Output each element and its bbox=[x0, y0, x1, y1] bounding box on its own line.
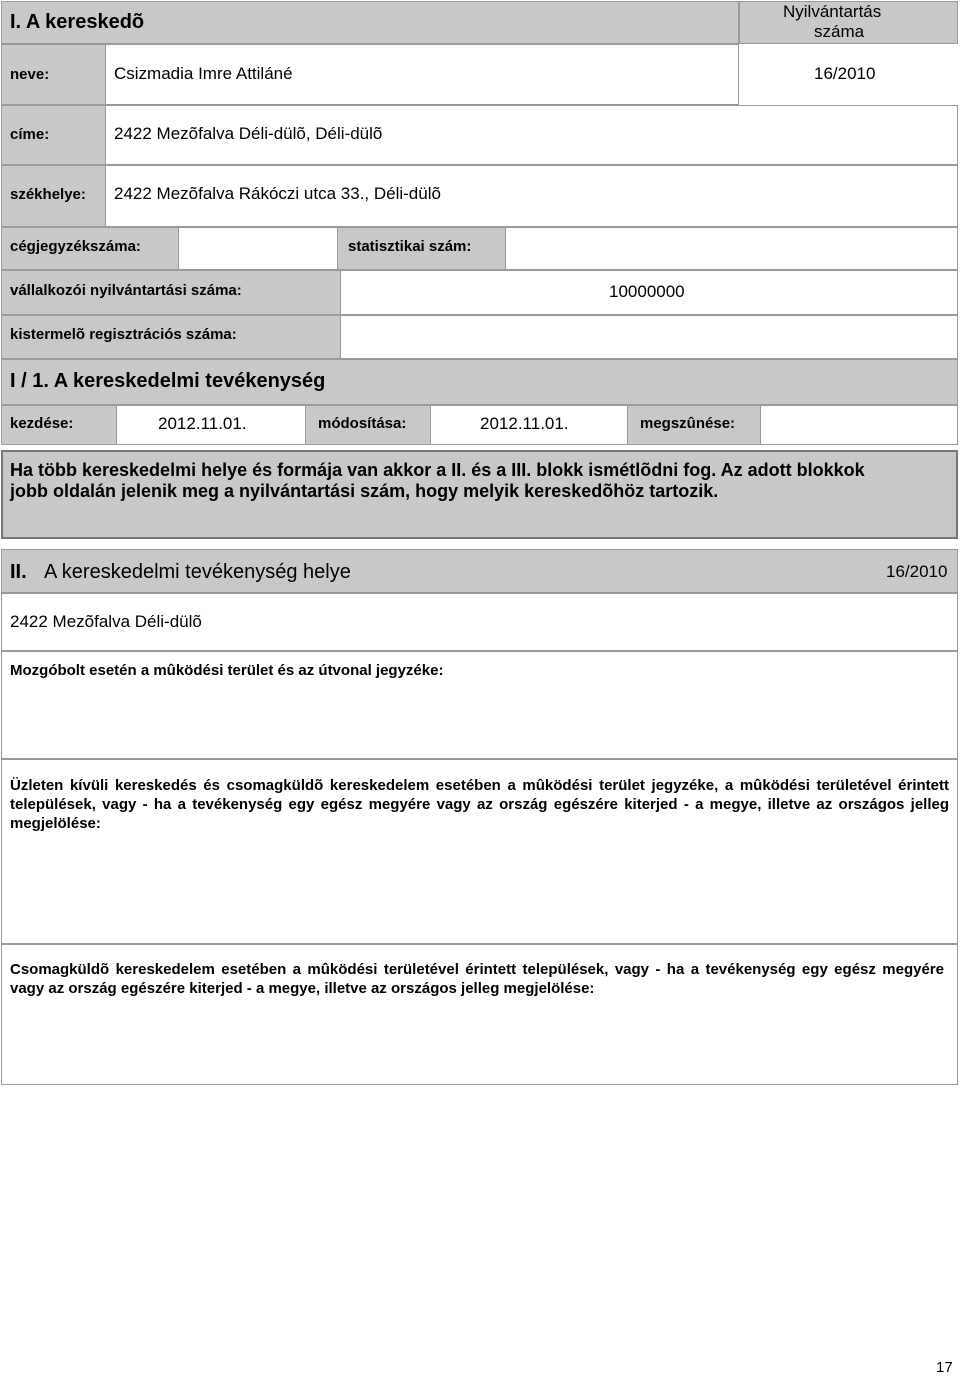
company-reg-value-cell bbox=[178, 227, 338, 270]
entrepreneur-label: vállalkozói nyilvántartási száma: bbox=[10, 282, 242, 299]
mobile-label: Mozgóbolt esetén a mûködési terület és az útvonal jegyzéke: bbox=[10, 662, 444, 679]
entrepreneur-value: 10000000 bbox=[609, 282, 685, 301]
seat-label: székhelye: bbox=[10, 186, 86, 203]
reg-header-line2: száma bbox=[814, 22, 865, 41]
reg-number: 16/2010 bbox=[814, 64, 876, 83]
page-number: 17 bbox=[936, 1359, 953, 1376]
address-value: 2422 Mezõfalva Déli-dülõ, Déli-dülõ bbox=[114, 124, 383, 143]
smallproducer-label: kistermelõ regisztrációs száma: bbox=[10, 326, 237, 343]
end-value-cell bbox=[760, 405, 958, 445]
section2-title-prefix: II. bbox=[10, 561, 27, 583]
stat-value-cell bbox=[505, 227, 958, 270]
modify-label: módosítása: bbox=[318, 415, 407, 432]
smallproducer-value-cell bbox=[340, 315, 958, 359]
company-reg-label: cégjegyzékszáma: bbox=[10, 238, 141, 255]
mailorder-label: Csomagküldõ kereskedelem esetében a mûködési területével érintett települések, vagy - ha a tevékenység egy egész megyére vagy az ország egészére kiterjed - a megye, illetve az országos jelleg megjelölése: bbox=[10, 961, 944, 997]
section2-title: A kereskedelmi tevékenység helye bbox=[44, 561, 351, 583]
location-value: 2422 Mezõfalva Déli-dülõ bbox=[10, 612, 202, 631]
seat-value: 2422 Mezõfalva Rákóczi utca 33., Déli-dülõ bbox=[114, 184, 441, 203]
section2-reg-number: 16/2010 bbox=[886, 562, 948, 581]
start-label: kezdése: bbox=[10, 415, 74, 432]
section1-title: I. A kereskedõ bbox=[10, 11, 145, 33]
name-value: Csizmadia Imre Attiláné bbox=[114, 64, 293, 83]
section1-1-title: I / 1. A kereskedelmi tevékenység bbox=[10, 370, 326, 392]
address-label: címe: bbox=[10, 126, 50, 143]
start-value: 2012.11.01. bbox=[158, 414, 247, 433]
outside-trade-label: Üzleten kívüli kereskedés és csomagküldõ kereskedelem esetében a mûködési terület jegyzéke, a mûködési területével érintett települések, vagy - ha a tevékenység egy egész megyére vagy az ország egészére kiterjed - a megye, illetve az országos jelleg megjelölése: bbox=[10, 777, 949, 832]
modify-value: 2012.11.01. bbox=[480, 414, 569, 433]
name-label: neve: bbox=[10, 66, 50, 83]
reg-header-line1: Nyilvántartás bbox=[783, 2, 882, 21]
notice-text: Ha több kereskedelmi helye és formája van akkor a II. és a III. blokk ismétlõdni fog. Az adott blokkok jobb oldalán jelenik meg a nyilvántartási szám, hogy melyik kereskedõhöz tartozik. bbox=[10, 460, 865, 501]
end-label: megszûnése: bbox=[640, 415, 736, 432]
stat-label: statisztikai szám: bbox=[348, 238, 472, 255]
